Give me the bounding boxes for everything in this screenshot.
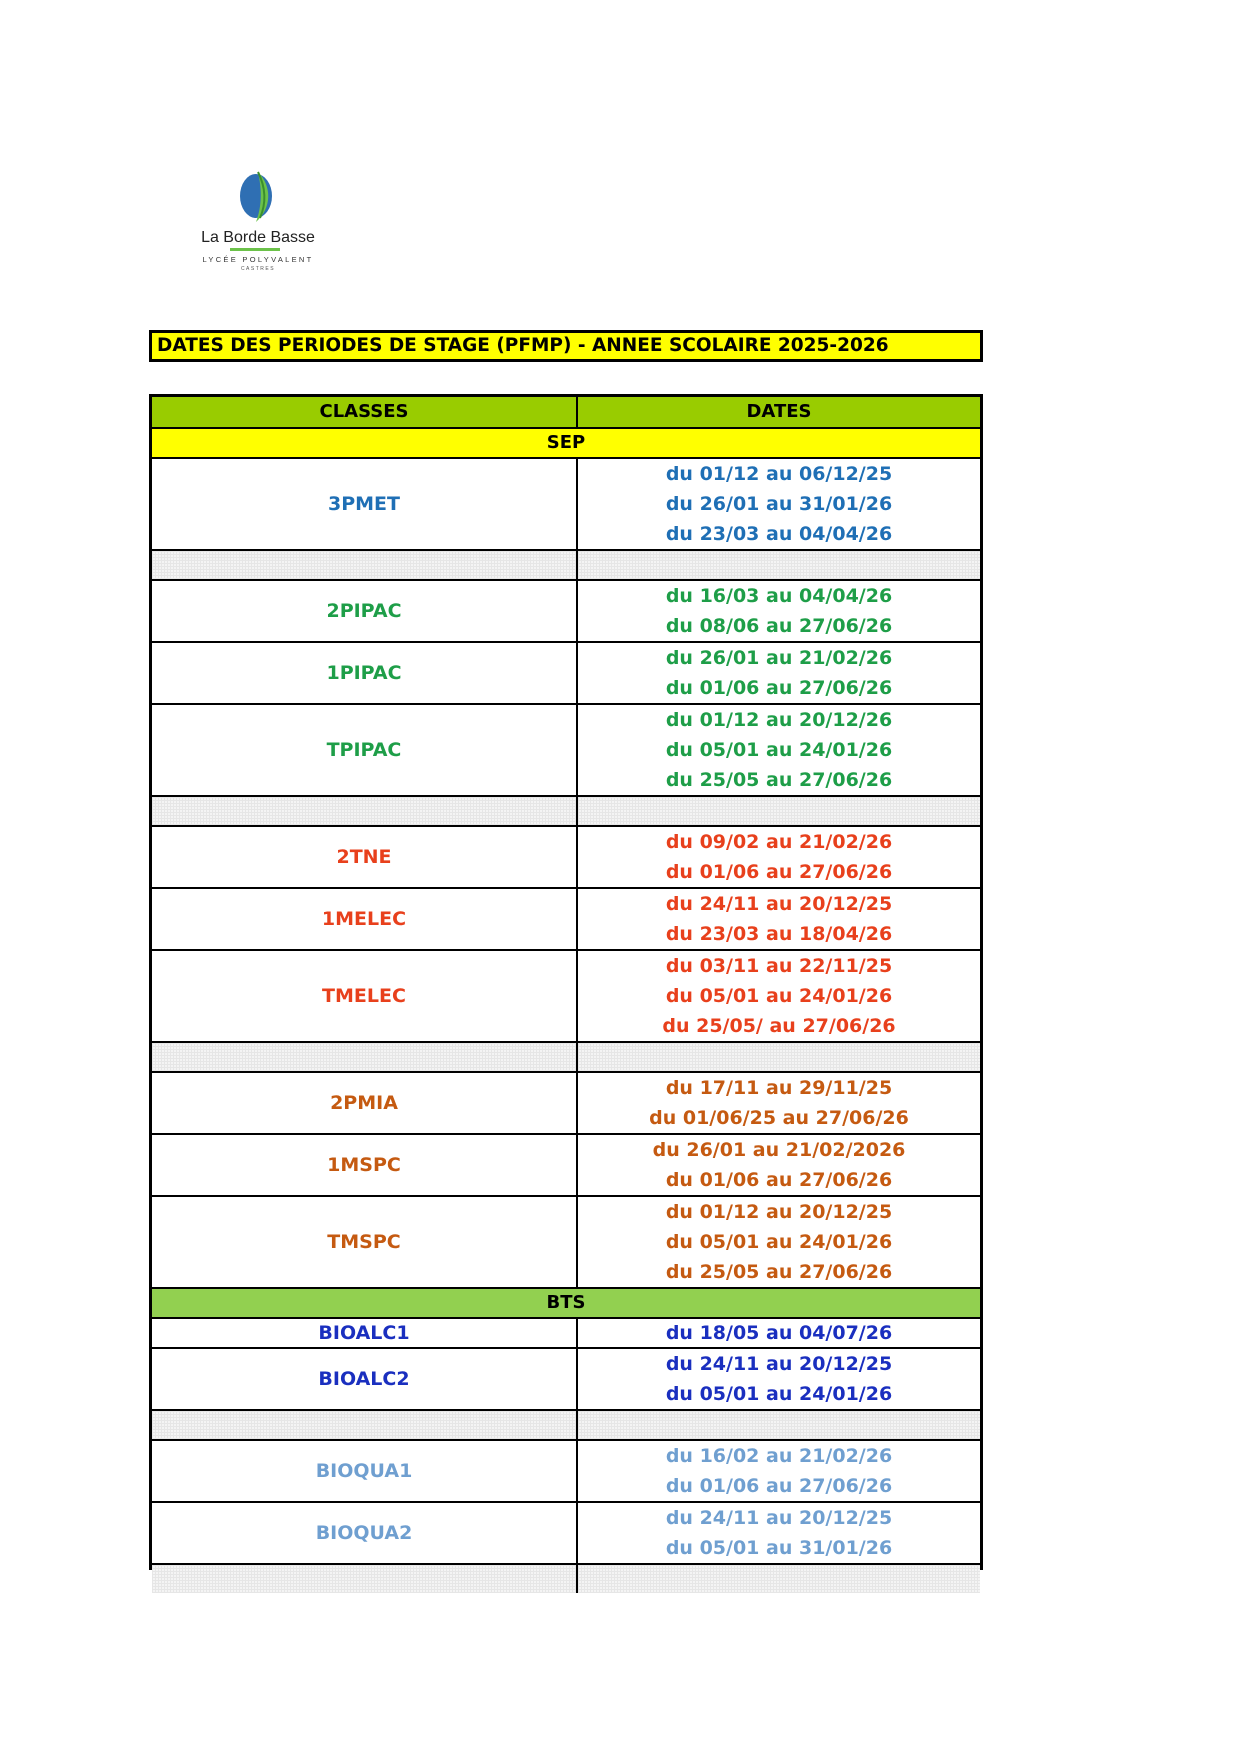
class-cell	[152, 643, 578, 703]
header-classes-label: CLASSES	[319, 401, 409, 422]
header-classes	[152, 397, 578, 427]
date-range: du 01/06 au 27/06/26	[665, 1169, 893, 1191]
section-row	[152, 1287, 980, 1317]
header-dates	[578, 397, 980, 427]
class-name: 2PIPAC	[326, 600, 402, 622]
dates-cell	[578, 827, 980, 887]
date-range: du 01/06 au 27/06/26	[665, 861, 893, 883]
date-range: du 24/11 au 20/12/25	[665, 1353, 893, 1375]
class-cell	[152, 1319, 578, 1347]
table-row	[152, 579, 980, 641]
page-title: DATES DES PERIODES DE STAGE (PFMP) - ANNEE SCOLAIRE 2025-2026	[149, 330, 983, 362]
separator-row	[152, 795, 980, 825]
table-row	[152, 1439, 980, 1501]
separator-cell	[578, 797, 980, 825]
class-name: 2PMIA	[330, 1092, 398, 1114]
separator-cell	[152, 1565, 578, 1593]
dates-cell	[578, 951, 980, 1041]
table-row	[152, 825, 980, 887]
date-range: du 09/02 au 21/02/26	[665, 831, 893, 853]
class-cell	[152, 1197, 578, 1287]
separator-cell	[578, 1411, 980, 1439]
class-name: 1PIPAC	[326, 662, 402, 684]
class-cell	[152, 1349, 578, 1409]
class-name: BIOALC2	[318, 1368, 410, 1390]
date-range: du 16/02 au 21/02/26	[665, 1445, 893, 1467]
date-range: du 18/05 au 04/07/26	[665, 1322, 893, 1344]
class-name: 3PMET	[328, 493, 400, 515]
separator-cell	[578, 551, 980, 579]
separator-row	[152, 1409, 980, 1439]
class-name: 2TNE	[336, 846, 392, 868]
table-row	[152, 887, 980, 949]
table-row	[152, 1317, 980, 1347]
separator-cell	[578, 1565, 980, 1593]
table-row	[152, 949, 980, 1041]
separator-row	[152, 549, 980, 579]
table-row	[152, 1347, 980, 1409]
header-dates-label: DATES	[746, 401, 812, 422]
table-row	[152, 1133, 980, 1195]
date-range: du 01/12 au 20/12/26	[665, 709, 893, 731]
dates-cell	[578, 1073, 980, 1133]
date-range: du 26/01 au 21/02/26	[665, 647, 893, 669]
separator-row	[152, 1563, 980, 1593]
separator-cell	[152, 1043, 578, 1071]
class-name: BIOALC1	[318, 1322, 410, 1344]
separator-row	[152, 1041, 980, 1071]
date-range: du 05/01 au 24/01/26	[665, 1231, 893, 1253]
logo-city: CASTRES	[240, 266, 276, 272]
date-range: du 25/05/ au 27/06/26	[662, 1015, 896, 1037]
dates-cell	[578, 1503, 980, 1563]
date-range: du 05/01 au 24/01/26	[665, 1383, 893, 1405]
class-cell	[152, 1503, 578, 1563]
class-cell	[152, 459, 578, 549]
table-row	[152, 457, 980, 549]
date-range: du 03/11 au 22/11/25	[665, 955, 893, 977]
dates-cell	[578, 1135, 980, 1195]
separator-cell	[152, 797, 578, 825]
date-range: du 05/01 au 31/01/26	[665, 1537, 893, 1559]
class-name: TMELEC	[322, 985, 406, 1007]
date-range: du 23/03 au 18/04/26	[665, 923, 893, 945]
class-cell	[152, 889, 578, 949]
section-label-text: BTS	[546, 1292, 586, 1313]
date-range: du 05/01 au 24/01/26	[665, 985, 893, 1007]
class-name: TMSPC	[327, 1231, 401, 1253]
date-range: du 25/05 au 27/06/26	[665, 769, 893, 791]
section-label	[152, 429, 980, 457]
class-cell	[152, 581, 578, 641]
dates-cell	[578, 643, 980, 703]
separator-cell	[152, 1411, 578, 1439]
table-row	[152, 1071, 980, 1133]
class-cell	[152, 827, 578, 887]
table-row	[152, 1195, 980, 1287]
section-label-text: SEP	[546, 432, 586, 453]
dates-cell	[578, 1441, 980, 1501]
class-name: 1MSPC	[327, 1154, 401, 1176]
section-row	[152, 427, 980, 457]
dates-cell	[578, 889, 980, 949]
table-row	[152, 703, 980, 795]
date-range: du 26/01 au 31/01/26	[665, 493, 893, 515]
date-range: du 01/12 au 20/12/25	[665, 1201, 893, 1223]
stage-dates-table	[149, 394, 983, 1570]
dates-cell	[578, 581, 980, 641]
class-name: 1MELEC	[321, 908, 407, 930]
date-range: du 25/05 au 27/06/26	[665, 1261, 893, 1283]
class-cell	[152, 951, 578, 1041]
class-name: BIOQUA2	[315, 1522, 413, 1544]
class-name: BIOQUA1	[315, 1460, 413, 1482]
date-range: du 17/11 au 29/11/25	[665, 1077, 893, 1099]
date-range: du 24/11 au 20/12/25	[665, 893, 893, 915]
class-cell	[152, 1135, 578, 1195]
class-cell	[152, 705, 578, 795]
section-label	[152, 1289, 980, 1317]
separator-cell	[152, 551, 578, 579]
date-range: du 26/01 au 21/02/2026	[652, 1139, 906, 1161]
table-header	[152, 397, 980, 427]
date-range: du 01/06 au 27/06/26	[665, 677, 893, 699]
dates-cell	[578, 1197, 980, 1287]
dates-cell	[578, 1349, 980, 1409]
logo-underline	[230, 248, 280, 251]
logo-subtitle: LYCÉE POLYVALENT	[202, 255, 314, 264]
leaf-logo-icon	[236, 168, 280, 226]
table-row	[152, 1501, 980, 1563]
date-range: du 24/11 au 20/12/25	[665, 1507, 893, 1529]
date-range: du 16/03 au 04/04/26	[665, 585, 893, 607]
school-logo	[193, 168, 323, 273]
dates-cell	[578, 705, 980, 795]
dates-cell	[578, 459, 980, 549]
date-range: du 01/12 au 06/12/25	[665, 463, 893, 485]
date-range: du 08/06 au 27/06/26	[665, 615, 893, 637]
dates-cell	[578, 1319, 980, 1347]
separator-cell	[578, 1043, 980, 1071]
date-range: du 01/06/25 au 27/06/26	[649, 1107, 909, 1129]
class-cell	[152, 1073, 578, 1133]
date-range: du 05/01 au 24/01/26	[665, 739, 893, 761]
logo-name: La Borde Basse	[201, 229, 315, 246]
table-row	[152, 641, 980, 703]
date-range: du 01/06 au 27/06/26	[665, 1475, 893, 1497]
date-range: du 23/03 au 04/04/26	[665, 523, 893, 545]
class-name: TPIPAC	[326, 739, 402, 761]
class-cell	[152, 1441, 578, 1501]
